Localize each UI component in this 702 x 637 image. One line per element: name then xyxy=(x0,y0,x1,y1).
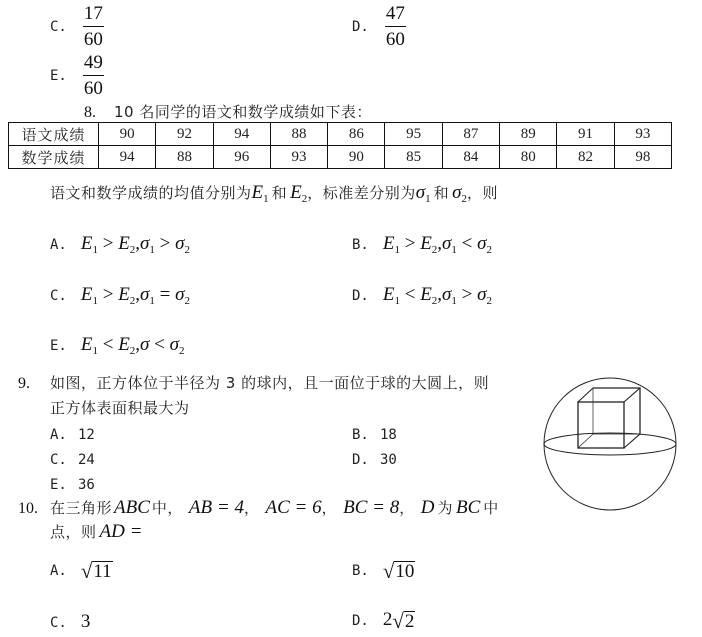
subscript: 2 xyxy=(129,295,136,307)
table-row xyxy=(9,123,672,146)
var-e: E xyxy=(118,233,130,254)
table-cell: 88 xyxy=(156,146,213,169)
relation: > xyxy=(102,233,114,254)
option-value: 18 xyxy=(379,427,397,443)
numerator: 49 xyxy=(83,53,104,76)
q8-option-b xyxy=(352,233,492,256)
question-text: ， xyxy=(243,499,260,517)
table-cell: 80 xyxy=(500,146,557,169)
fraction xyxy=(83,4,104,50)
option-math xyxy=(81,334,185,357)
var-sigma: σ xyxy=(175,233,185,254)
var-sigma: σ xyxy=(140,334,150,355)
row-header: 语文成绩 xyxy=(9,123,99,146)
var-d: D xyxy=(420,497,435,518)
option-label: D. xyxy=(352,613,369,629)
q8-stem xyxy=(84,101,372,122)
option-label: E. xyxy=(50,68,67,84)
subscript: 1 xyxy=(394,295,400,307)
question-text: ，则 xyxy=(467,184,499,202)
q9-option-e xyxy=(50,474,95,493)
subscript: 2 xyxy=(461,193,468,205)
cube-in-sphere-figure xyxy=(530,365,702,525)
var-sigma: σ xyxy=(415,182,426,203)
sqrt-expression xyxy=(383,609,416,631)
option-label: B. xyxy=(352,563,369,579)
q10-option-b xyxy=(352,560,415,581)
var-e: E xyxy=(80,233,93,254)
var-e: E xyxy=(118,334,130,355)
table-cell: 82 xyxy=(557,146,614,169)
subscript: 2 xyxy=(301,193,308,205)
denominator: 60 xyxy=(385,29,405,50)
var-sigma: σ xyxy=(140,284,150,305)
option-math xyxy=(81,233,190,256)
question-number: 8. xyxy=(84,104,96,121)
question-text: ，标准差分别为 xyxy=(307,184,416,202)
question-text: 点，则 xyxy=(50,523,97,541)
var-e: E xyxy=(382,233,395,254)
q9-option-c xyxy=(50,449,95,468)
table-cell: 88 xyxy=(270,123,327,146)
subscript: 1 xyxy=(92,244,98,256)
relation: < xyxy=(154,334,165,355)
sqrt-expression xyxy=(81,560,113,581)
q9-option-d xyxy=(352,449,397,468)
math-sigma1 xyxy=(416,182,431,205)
option-label: D. xyxy=(352,19,369,35)
q8-option-c xyxy=(50,284,190,307)
option-value: 12 xyxy=(77,427,95,443)
var-sigma: σ xyxy=(169,334,180,355)
option-label: B. xyxy=(352,427,369,443)
option-label: A. xyxy=(50,563,67,579)
var-abc: ABC xyxy=(114,497,150,518)
comma: , xyxy=(135,334,141,355)
coefficient: 2 xyxy=(382,609,393,630)
var-e: E xyxy=(80,334,93,355)
option-label: C. xyxy=(50,288,67,304)
relation: > xyxy=(404,233,416,254)
relation: = xyxy=(159,284,171,305)
question-text: 语文和数学成绩的均值分别为 xyxy=(50,184,252,202)
var-e: E xyxy=(80,284,93,305)
table-cell: 94 xyxy=(213,123,270,146)
subscript: 2 xyxy=(486,244,493,256)
question-text: 和 xyxy=(433,184,450,202)
math-ab xyxy=(189,497,244,519)
question-text: 和 xyxy=(271,184,288,202)
math-abc xyxy=(114,497,150,519)
option-label: D. xyxy=(352,288,369,304)
numerator: 47 xyxy=(385,4,406,27)
radicand: 2 xyxy=(404,611,415,632)
var-sigma: σ xyxy=(175,284,185,305)
option-value: 3 xyxy=(80,611,91,632)
sqrt-expression xyxy=(383,560,416,581)
table-cell: 92 xyxy=(156,123,213,146)
math-sigma2 xyxy=(452,182,467,205)
radical-icon: √ xyxy=(382,559,395,583)
option-math xyxy=(383,233,492,256)
q10-option-a xyxy=(50,560,113,581)
row-header: 数学成绩 xyxy=(9,146,99,169)
relation: < xyxy=(461,233,473,254)
var-e: E xyxy=(420,233,432,254)
subscript: 2 xyxy=(431,244,438,256)
var-sigma: σ xyxy=(442,233,452,254)
option-label: E. xyxy=(50,477,67,493)
fraction xyxy=(83,53,104,99)
q7-option-c xyxy=(50,4,104,50)
option-math xyxy=(383,284,492,307)
option-label: C. xyxy=(50,19,67,35)
radicand: 11 xyxy=(93,561,112,582)
q7-option-d xyxy=(352,4,406,50)
sphere-outline xyxy=(544,378,676,510)
q9-option-a xyxy=(50,424,95,443)
question-text: ， xyxy=(321,499,338,517)
math-ac xyxy=(265,497,321,519)
question-number: 9. xyxy=(18,375,30,392)
radicand: 10 xyxy=(395,561,415,582)
comma: , xyxy=(437,233,443,254)
option-value: 30 xyxy=(379,452,397,468)
option-math xyxy=(81,284,190,307)
subscript: 1 xyxy=(149,295,155,307)
table-cell: 91 xyxy=(557,123,614,146)
var-sigma: σ xyxy=(477,233,487,254)
var-e: E xyxy=(420,284,432,305)
fraction xyxy=(385,4,406,50)
q10-option-d xyxy=(352,609,415,631)
q8-option-d xyxy=(352,284,492,307)
math-bc-var xyxy=(456,497,480,519)
var-sigma: σ xyxy=(477,284,487,305)
denominator: 60 xyxy=(83,29,103,50)
scores-table xyxy=(8,122,672,169)
radical-icon: √ xyxy=(80,559,93,583)
subscript: 1 xyxy=(92,345,98,357)
option-label: C. xyxy=(50,615,67,631)
subscript: 2 xyxy=(184,244,191,256)
table-cell: 86 xyxy=(328,123,385,146)
var-e: E xyxy=(118,284,130,305)
relation: > xyxy=(102,284,114,305)
relation: > xyxy=(461,284,473,305)
cube-back-edges xyxy=(593,388,640,434)
subscript: 2 xyxy=(179,345,185,357)
question-text: 10 名同学的语文和数学成绩如下表： xyxy=(114,103,372,121)
question-text: 中， xyxy=(151,499,183,517)
question-number: 10. xyxy=(18,500,38,517)
subscript: 1 xyxy=(451,295,457,307)
q8-option-a xyxy=(50,233,190,256)
question-text: 在三角形 xyxy=(50,499,113,517)
option-label: B. xyxy=(352,237,369,253)
var-e: E xyxy=(382,284,395,305)
table-cell: 89 xyxy=(500,123,557,146)
relation: < xyxy=(404,284,416,305)
table-cell: 93 xyxy=(614,123,671,146)
q8-question xyxy=(50,182,498,205)
math-e2 xyxy=(290,182,307,205)
question-text: 正方体表面积最大为 xyxy=(50,399,190,417)
var-e: E xyxy=(290,182,302,203)
table-cell: 90 xyxy=(99,123,156,146)
question-text: 中 xyxy=(483,499,499,517)
comma: , xyxy=(135,233,141,254)
relation: < xyxy=(102,334,114,355)
comma: , xyxy=(135,284,141,305)
subscript: 2 xyxy=(486,295,493,307)
q9-stem xyxy=(18,372,489,418)
option-value: 24 xyxy=(77,452,95,468)
subscript: 2 xyxy=(129,345,136,357)
math-e1 xyxy=(252,182,269,205)
subscript: 1 xyxy=(92,295,98,307)
table-cell: 87 xyxy=(442,123,499,146)
q10-option-c xyxy=(50,611,90,633)
var-e: E xyxy=(251,182,264,203)
eq-bc: BC = 8 xyxy=(343,497,400,518)
subscript: 1 xyxy=(263,193,269,205)
relation: > xyxy=(159,233,171,254)
option-label: C. xyxy=(50,452,67,468)
option-label: A. xyxy=(50,427,67,443)
subscript: 1 xyxy=(425,193,431,205)
subscript: 2 xyxy=(184,295,191,307)
option-value: 36 xyxy=(77,477,95,493)
subscript: 1 xyxy=(394,244,400,256)
question-text: 如图，正方体位于半径为 3 的球内，且一面位于球的大圆上，则 xyxy=(50,374,490,392)
table-cell: 96 xyxy=(213,146,270,169)
math-ad xyxy=(100,521,143,543)
option-label: A. xyxy=(50,237,67,253)
var-sigma: σ xyxy=(140,233,150,254)
table-cell: 94 xyxy=(99,146,156,169)
table-cell: 95 xyxy=(385,123,442,146)
q7-option-e xyxy=(50,53,104,99)
radical-icon: √ xyxy=(392,609,404,633)
option-label: E. xyxy=(50,338,67,354)
subscript: 2 xyxy=(431,295,438,307)
table-row xyxy=(9,146,672,169)
question-text: 为 xyxy=(437,499,453,517)
denominator: 60 xyxy=(83,78,103,99)
eq-ad: AD = xyxy=(99,521,143,542)
subscript: 2 xyxy=(129,244,136,256)
table-cell: 93 xyxy=(270,146,327,169)
q9-option-b xyxy=(352,424,397,443)
table-cell: 84 xyxy=(442,146,499,169)
table-cell: 98 xyxy=(614,146,671,169)
var-sigma: σ xyxy=(452,182,462,203)
subscript: 1 xyxy=(149,244,155,256)
table-cell: 85 xyxy=(385,146,442,169)
var-bc: BC xyxy=(455,497,481,518)
great-circle xyxy=(544,433,676,455)
q10-stem xyxy=(18,497,499,543)
var-sigma: σ xyxy=(442,284,452,305)
math-bc xyxy=(343,497,399,519)
option-label: D. xyxy=(352,452,369,468)
eq-ab: AB = 4 xyxy=(188,497,244,518)
subscript: 1 xyxy=(451,244,457,256)
numerator: 17 xyxy=(83,4,104,27)
question-text: ， xyxy=(399,499,415,517)
comma: , xyxy=(437,284,443,305)
q8-option-e xyxy=(50,334,185,357)
math-d xyxy=(421,497,435,519)
eq-ac: AC = 6 xyxy=(265,497,322,518)
table-cell: 90 xyxy=(328,146,385,169)
